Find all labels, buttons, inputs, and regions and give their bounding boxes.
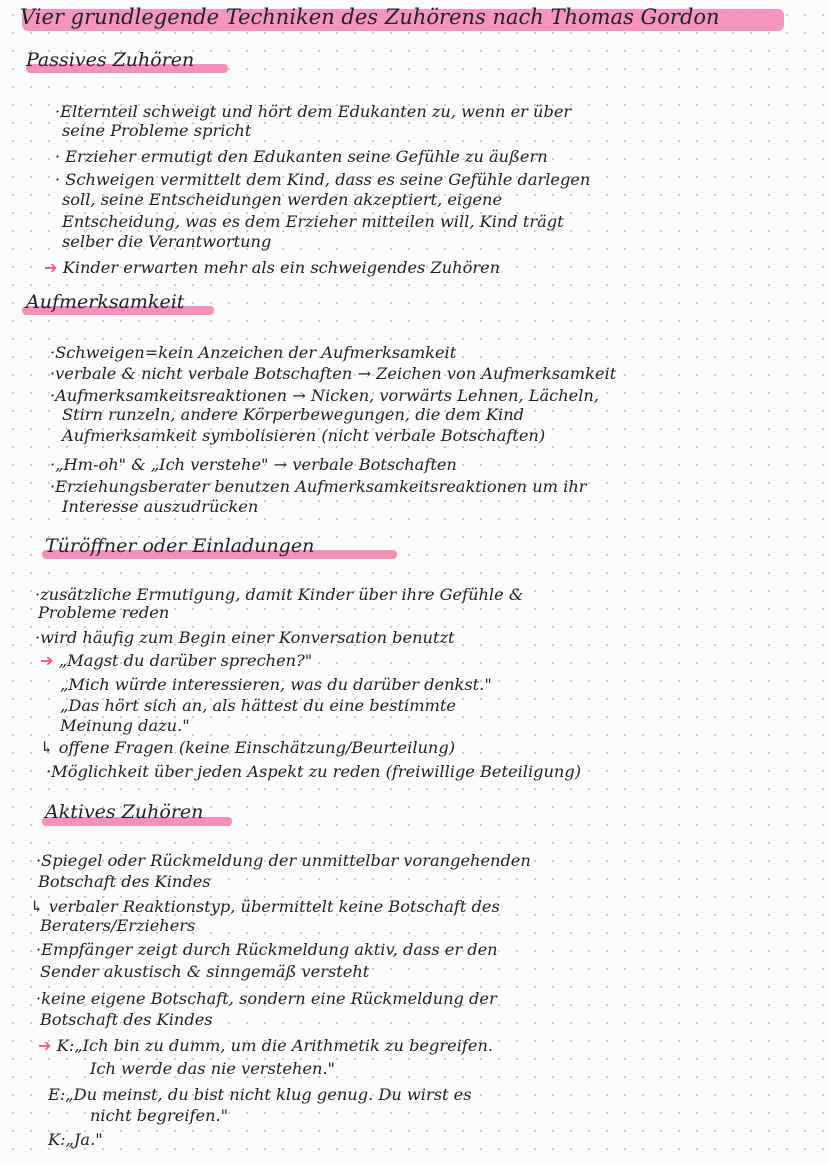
text-line: K:„Ich bin zu dumm, um die Arithmetik zu begreifen. bbox=[56, 1036, 494, 1055]
text-line: ·keine eigene Botschaft, sondern eine Rückmeldung der bbox=[36, 989, 497, 1008]
example-line bbox=[40, 651, 312, 671]
text-line: „Das hört sich an, als hättest du eine bestimmte bbox=[60, 696, 456, 715]
text-line: Botschaft des Kindes bbox=[38, 872, 211, 891]
text-line: „Magst du darüber sprechen?" bbox=[58, 651, 313, 670]
section-heading-aktives-zuhoeren: Aktives Zuhören bbox=[45, 801, 204, 823]
text-line: ·zusätzliche Ermutigung, damit Kinder über ihre Gefühle & bbox=[35, 585, 524, 604]
text-line: „Mich würde interessieren, was du darüber denkst." bbox=[60, 675, 492, 694]
text-line: Probleme reden bbox=[38, 603, 170, 622]
text-line: ·„Hm-oh" & „Ich verstehe" → verbale Botschaften bbox=[50, 455, 457, 474]
dialog-line bbox=[38, 1036, 493, 1056]
text-line: seine Probleme spricht bbox=[62, 121, 252, 140]
text-line: Stirn runzeln, andere Körperbewegungen, die dem Kind bbox=[62, 405, 524, 424]
section-heading-passives-zuhoeren: Passives Zuhören bbox=[26, 49, 195, 71]
text-line: ·verbale & nicht verbale Botschaften → Zeichen von Aufmerksamkeit bbox=[50, 364, 617, 383]
arrow-right-icon: ➔ bbox=[44, 258, 58, 277]
text-line: ·Erziehungsberater benutzen Aufmerksamkeitsreaktionen um ihr bbox=[50, 477, 587, 496]
text-line: offene Fragen (keine Einschätzung/Beurteilung) bbox=[58, 738, 456, 757]
text-line: K:„Ja." bbox=[48, 1130, 103, 1149]
text-line: Botschaft des Kindes bbox=[40, 1010, 213, 1029]
text-line: Entscheidung, was es dem Erzieher mitteilen will, Kind trägt bbox=[62, 212, 564, 231]
text-line: · Erzieher ermutigt den Edukanten seine Gefühle zu äußern bbox=[55, 147, 548, 166]
arrow-line bbox=[44, 258, 500, 278]
text-line: nicht begreifen." bbox=[90, 1106, 229, 1125]
arrow-line bbox=[40, 738, 455, 758]
text-line: · Schweigen vermittelt dem Kind, dass es seine Gefühle darlegen bbox=[55, 170, 591, 189]
text-line: ·Empfänger zeigt durch Rückmeldung aktiv, dass er den bbox=[36, 940, 498, 959]
section-heading-aufmerksamkeit: Aufmerksamkeit bbox=[26, 291, 185, 313]
arrow-right-icon: ➔ bbox=[40, 651, 54, 670]
section-heading-tueroeffner: Türöffner oder Einladungen bbox=[45, 535, 315, 557]
text-line: Beraters/Erziehers bbox=[40, 916, 196, 935]
arrow-right-icon: ➔ bbox=[38, 1036, 52, 1055]
text-line: Interesse auszudrücken bbox=[62, 497, 259, 516]
text-line: Meinung dazu." bbox=[60, 716, 190, 735]
curved-arrow-icon: ↳ bbox=[30, 897, 44, 916]
text-line: ·wird häufig zum Begin einer Konversation benutzt bbox=[35, 628, 455, 647]
page-title: Vier grundlegende Techniken des Zuhörens nach Thomas Gordon bbox=[20, 5, 720, 29]
text-line: verbaler Reaktionstyp, übermittelt keine Botschaft des bbox=[48, 897, 500, 916]
text-line: soll, seine Entscheidungen werden akzeptiert, eigene bbox=[62, 190, 503, 209]
curved-arrow-icon: ↳ bbox=[40, 738, 54, 757]
text-line: Aufmerksamkeit symbolisieren (nicht verbale Botschaften) bbox=[62, 426, 546, 445]
text-line: Sender akustisch & sinngemäß versteht bbox=[40, 962, 370, 981]
text-line: ·Aufmerksamkeitsreaktionen → Nicken, vorwärts Lehnen, Lächeln, bbox=[50, 386, 599, 405]
text-line: E:„Du meinst, du bist nicht klug genug. Du wirst es bbox=[48, 1085, 472, 1104]
text-line: ·Möglichkeit über jeden Aspekt zu reden (freiwillige Beteiligung) bbox=[46, 762, 582, 781]
text-line: ·Schweigen=kein Anzeichen der Aufmerksamkeit bbox=[50, 343, 457, 362]
text-line: ·Spiegel oder Rückmeldung der unmittelbar vorangehenden bbox=[36, 851, 531, 870]
text-line: selber die Verantwortung bbox=[62, 232, 272, 251]
text-line: ·Elternteil schweigt und hört dem Edukanten zu, wenn er über bbox=[55, 102, 572, 121]
arrow-line bbox=[30, 897, 500, 917]
text-line: Ich werde das nie verstehen." bbox=[90, 1059, 335, 1078]
text-line: Kinder erwarten mehr als ein schweigendes Zuhören bbox=[62, 258, 501, 277]
